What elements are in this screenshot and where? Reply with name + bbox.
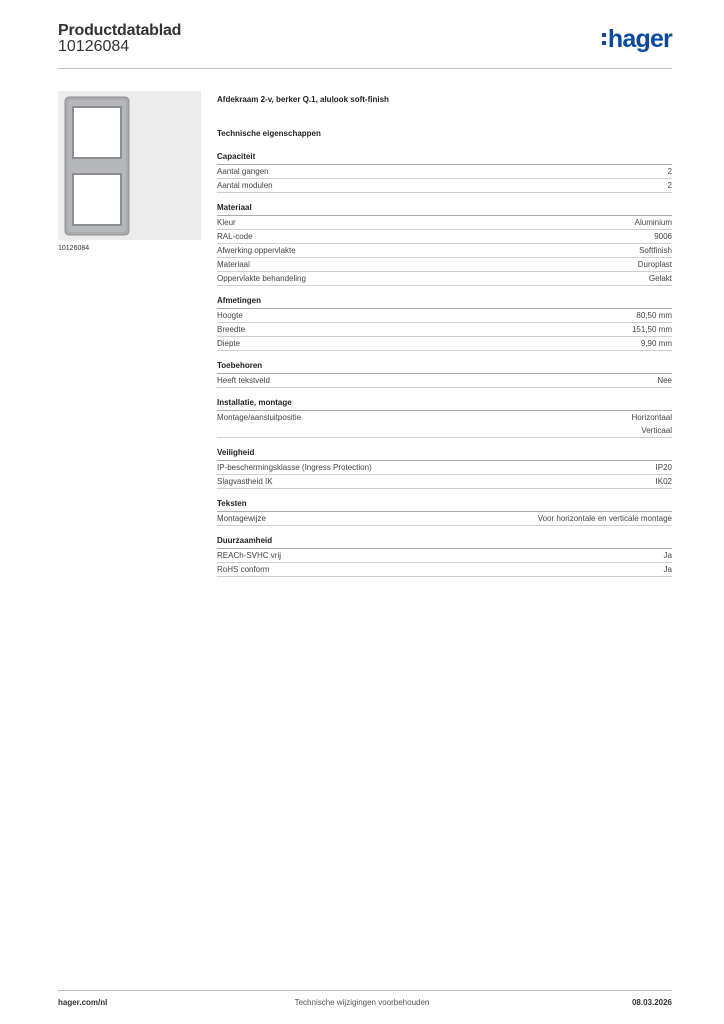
spec-label: Montage/aansluitpositie — [217, 413, 302, 422]
spec-label: REACh-SVHC vrij — [217, 551, 282, 560]
spec-label: Kleur — [217, 218, 236, 227]
spec-value: Softfinish — [639, 246, 672, 255]
section-capaciteit — [217, 152, 672, 193]
footer-notice: Technische wijzigingen voorbehouden — [294, 998, 430, 1007]
section-toebehoren — [217, 361, 672, 388]
section-materiaal — [217, 203, 672, 286]
footer-date: 08.03.2026 — [631, 998, 672, 1007]
spec-value-line: Verticaal — [641, 426, 672, 435]
spec-row — [217, 512, 672, 526]
section-teksten — [217, 499, 672, 526]
spec-row — [217, 216, 672, 230]
spec-row — [217, 461, 672, 475]
cover-frame-icon — [58, 91, 201, 240]
spec-value: Aluminium — [634, 218, 672, 227]
spec-content — [217, 95, 672, 587]
spec-value: 151,50 mm — [631, 325, 672, 334]
spec-row — [217, 337, 672, 351]
spec-value: Voor horizontale en verticale montage — [537, 514, 672, 523]
section-installatie — [217, 398, 672, 438]
footer-divider — [58, 990, 672, 991]
spec-row — [217, 309, 672, 323]
spec-value: 2 — [667, 167, 672, 176]
page-header — [58, 18, 672, 70]
spec-label: Heeft tekstveld — [217, 376, 270, 385]
page-title: Productdatablad — [58, 22, 182, 39]
image-caption: 10126084 — [58, 245, 90, 252]
spec-label: Oppervlakte behandeling — [217, 274, 306, 283]
specs-heading: Technische eigenschappen — [217, 129, 321, 138]
spec-value: Ja — [663, 565, 672, 574]
section-title: Veiligheid — [217, 448, 672, 461]
spec-value: 9006 — [654, 232, 672, 241]
hager-logo — [602, 24, 672, 54]
spec-label: IP-beschermingsklasse (Ingress Protection) — [217, 463, 372, 472]
spec-row — [217, 272, 672, 286]
spec-label: RoHS conform — [217, 565, 270, 574]
spec-label: Breedte — [217, 325, 246, 334]
spec-row — [217, 563, 672, 577]
spec-label: Slagvastheid IK — [217, 477, 273, 486]
spec-row — [217, 230, 672, 244]
section-veiligheid — [217, 448, 672, 489]
section-title: Afmetingen — [217, 296, 672, 309]
spec-label: Aantal modulen — [217, 181, 273, 190]
spec-label: Montagewijze — [217, 514, 266, 523]
spec-row — [217, 411, 672, 438]
spec-value: IP20 — [655, 463, 672, 472]
section-title: Materiaal — [217, 203, 672, 216]
spec-value: Nee — [657, 376, 672, 385]
product-image — [58, 91, 201, 240]
spec-value: Duroplast — [637, 260, 672, 269]
spec-row — [217, 258, 672, 272]
spec-label: RAL-code — [217, 232, 253, 241]
spec-row — [217, 165, 672, 179]
section-title: Toebehoren — [217, 361, 672, 374]
section-title: Teksten — [217, 499, 672, 512]
spec-value: 2 — [667, 181, 672, 190]
logo-dots-icon — [602, 31, 606, 47]
spec-label: Materiaal — [217, 260, 250, 269]
footer-website-link[interactable]: hager.com/nl — [58, 998, 108, 1007]
spec-label: Afwerking oppervlakte — [217, 246, 296, 255]
spec-value: IK02 — [655, 477, 672, 486]
header-divider — [58, 68, 672, 69]
spec-label: Hoogte — [217, 311, 243, 320]
spec-row — [217, 244, 672, 258]
spec-label: Aantal gangen — [217, 167, 269, 176]
section-title: Capaciteit — [217, 152, 672, 165]
section-afmetingen — [217, 296, 672, 351]
spec-value — [632, 411, 672, 437]
spec-value-line: Horizontaal — [631, 413, 672, 422]
spec-value: 80,50 mm — [636, 311, 672, 320]
spec-value: 9,90 mm — [640, 339, 672, 348]
spec-value: Gelakt — [648, 274, 672, 283]
section-title: Installatie, montage — [217, 398, 672, 411]
spec-row — [217, 475, 672, 489]
spec-value: Ja — [663, 551, 672, 560]
spec-row — [217, 179, 672, 193]
article-number: 10126084 — [58, 38, 130, 55]
section-title: Duurzaamheid — [217, 536, 672, 549]
spec-row — [217, 374, 672, 388]
spec-row — [217, 323, 672, 337]
section-duurzaamheid — [217, 536, 672, 577]
spec-label: Diepte — [217, 339, 241, 348]
logo-text: hager — [607, 24, 672, 53]
spec-row — [217, 549, 672, 563]
product-name: Afdekraam 2-v, berker Q.1, alulook soft-finish — [217, 95, 389, 104]
